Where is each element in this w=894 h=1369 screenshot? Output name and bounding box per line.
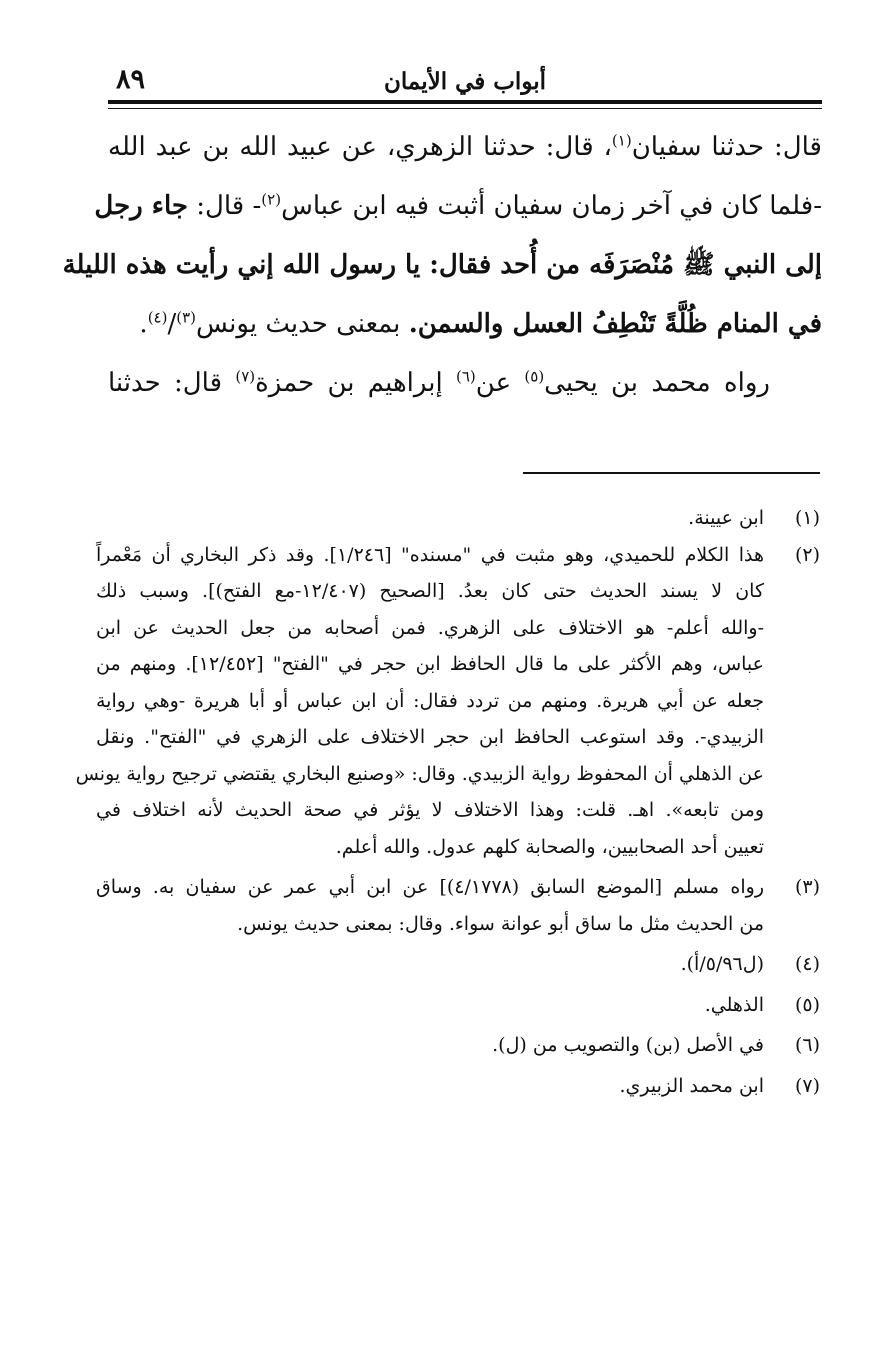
- footnote-1: [96, 500, 820, 537]
- main-line-1: [108, 118, 822, 177]
- text-segment: .: [139, 309, 148, 339]
- text-segment: - قال:: [187, 191, 262, 221]
- footnote-text: الذهلي.: [704, 993, 764, 1016]
- footnote-number: (٢): [794, 543, 820, 566]
- footnote-number: (٥): [794, 993, 820, 1016]
- footnote-7: [96, 1068, 820, 1105]
- page-header: [108, 62, 822, 102]
- footnote-6: [96, 1027, 820, 1064]
- footnote-text: (ل٥/٩٦/أ).: [680, 953, 764, 975]
- footnote-number: (٦): [794, 1034, 820, 1056]
- footnote-line: هذا الكلام للحميدي، وهو مثبت في "مسنده" [١/٢٤٦]. وقد ذكر البخاري أن مَعْمراً: [96, 543, 764, 566]
- footnote-marker-7: (٧): [235, 367, 256, 386]
- footnote-line: تعيين أحد الصحابيين، والصحابة كلهم عدول. والله أعلم.: [335, 835, 764, 858]
- footnote-separator: [523, 472, 820, 474]
- footnote-line: رواه مسلم [الموضع السابق (٤/١٧٧٨)] عن ابن أبي عمر عن سفيان به. وساق: [96, 876, 764, 898]
- page-number: ٨٩: [116, 64, 146, 95]
- hadith-text: إلى النبي ﷺ مُنْصَرَفَه من أُحد فقال: يا رسول الله إني رأيت هذه الليلة: [62, 250, 822, 280]
- footnote-marker-5: (٥): [524, 367, 545, 386]
- text-segment: قال: حدثنا سفيان: [631, 132, 822, 162]
- footnote-line: كان لا يسند الحديث حتى كان بعدُ. [الصحيح (١٢/٤٠٧-مع الفتح)]. وسبب ذلك: [96, 580, 764, 602]
- footnote-line: جعله عن أبي هريرة. ومنهم من تردد فقال: أن ابن عباس أو أبا هريرة -وهي رواية: [96, 689, 764, 712]
- footnote-line: الزبيدي-. وقد استوعب الحافظ ابن حجر الاختلاف على الزهري في "الفتح". ونقل: [96, 726, 764, 748]
- slash-separator: /: [167, 309, 177, 339]
- text-segment: بمعنى حديث يونس: [196, 309, 409, 339]
- main-line-4: [108, 295, 822, 354]
- hadith-text: في المنام ظُلَّةً تَنْطِفُ العسل والسمن.: [408, 309, 822, 339]
- footnote-3: [96, 869, 820, 942]
- footnote-line: عن الذهلي أن المحفوظ رواية الزبيدي. وقال: «وصنيع البخاري يقتضي ترجيح رواية يونس: [75, 762, 764, 785]
- text-segment: -فلما كان في آخر زمان سفيان أثبت فيه ابن عباس: [281, 191, 822, 221]
- footnotes-list: [75, 500, 820, 1104]
- footnote-text: ابن عيينة.: [688, 507, 764, 529]
- footnote-4: [96, 946, 820, 983]
- footnote-text: ابن محمد الزبيري.: [619, 1074, 764, 1097]
- footnote-line: من الحديث مثل ما ساق أبو عوانة سواء. وقال: بمعنى حديث يونس.: [237, 912, 764, 935]
- footnote-number: (١): [794, 507, 820, 529]
- main-line-2: [94, 177, 822, 236]
- text-segment: عن: [475, 368, 525, 398]
- footnote-text: في الأصل (بن) والتصويب من (ل).: [492, 1034, 764, 1056]
- main-line-3: [62, 236, 822, 295]
- header-rule-thin: [108, 108, 822, 109]
- text-segment: ، قال: حدثنا الزهري، عن عبيد الله بن عبد الله: [108, 132, 612, 162]
- running-title: أبواب في الأيمان: [384, 68, 546, 95]
- text-segment: قال: حدثنا: [108, 368, 236, 398]
- footnote-marker-6: (٦): [456, 367, 476, 386]
- text-segment: رواه محمد بن يحيى: [544, 368, 770, 398]
- header-rule-thick: [108, 100, 822, 104]
- footnote-marker-4: (٤): [147, 308, 168, 327]
- footnote-5: [96, 987, 820, 1024]
- footnote-marker-1: (١): [611, 131, 632, 150]
- footnote-number: (٣): [794, 876, 820, 898]
- footnote-line: عباس، وهم الأكثر على ما قال الحافظ ابن حجر في "الفتح" [١٢/٤٥٢]. ومنهم من: [96, 653, 764, 675]
- footnote-number: (٧): [794, 1074, 820, 1097]
- main-line-5: [108, 354, 822, 413]
- footnote-2: [75, 537, 820, 866]
- footnote-marker-3: (٣): [176, 308, 197, 327]
- hadith-text: جاء رجل: [94, 191, 188, 221]
- footnote-line: -والله أعلم- هو الاختلاف على الزهري. فمن أصحابه من جعل الحديث عن ابن: [96, 616, 764, 639]
- footnote-line: ومن تابعه». اهـ. قلت: وهذا الاختلاف لا يؤثر في صحة الحديث لأنه اختلاف في: [96, 799, 764, 821]
- footnote-number: (٤): [794, 953, 820, 975]
- main-text: [62, 118, 822, 413]
- footnote-marker-2: (٢): [261, 190, 282, 209]
- text-segment: إبراهيم بن حمزة: [255, 368, 456, 398]
